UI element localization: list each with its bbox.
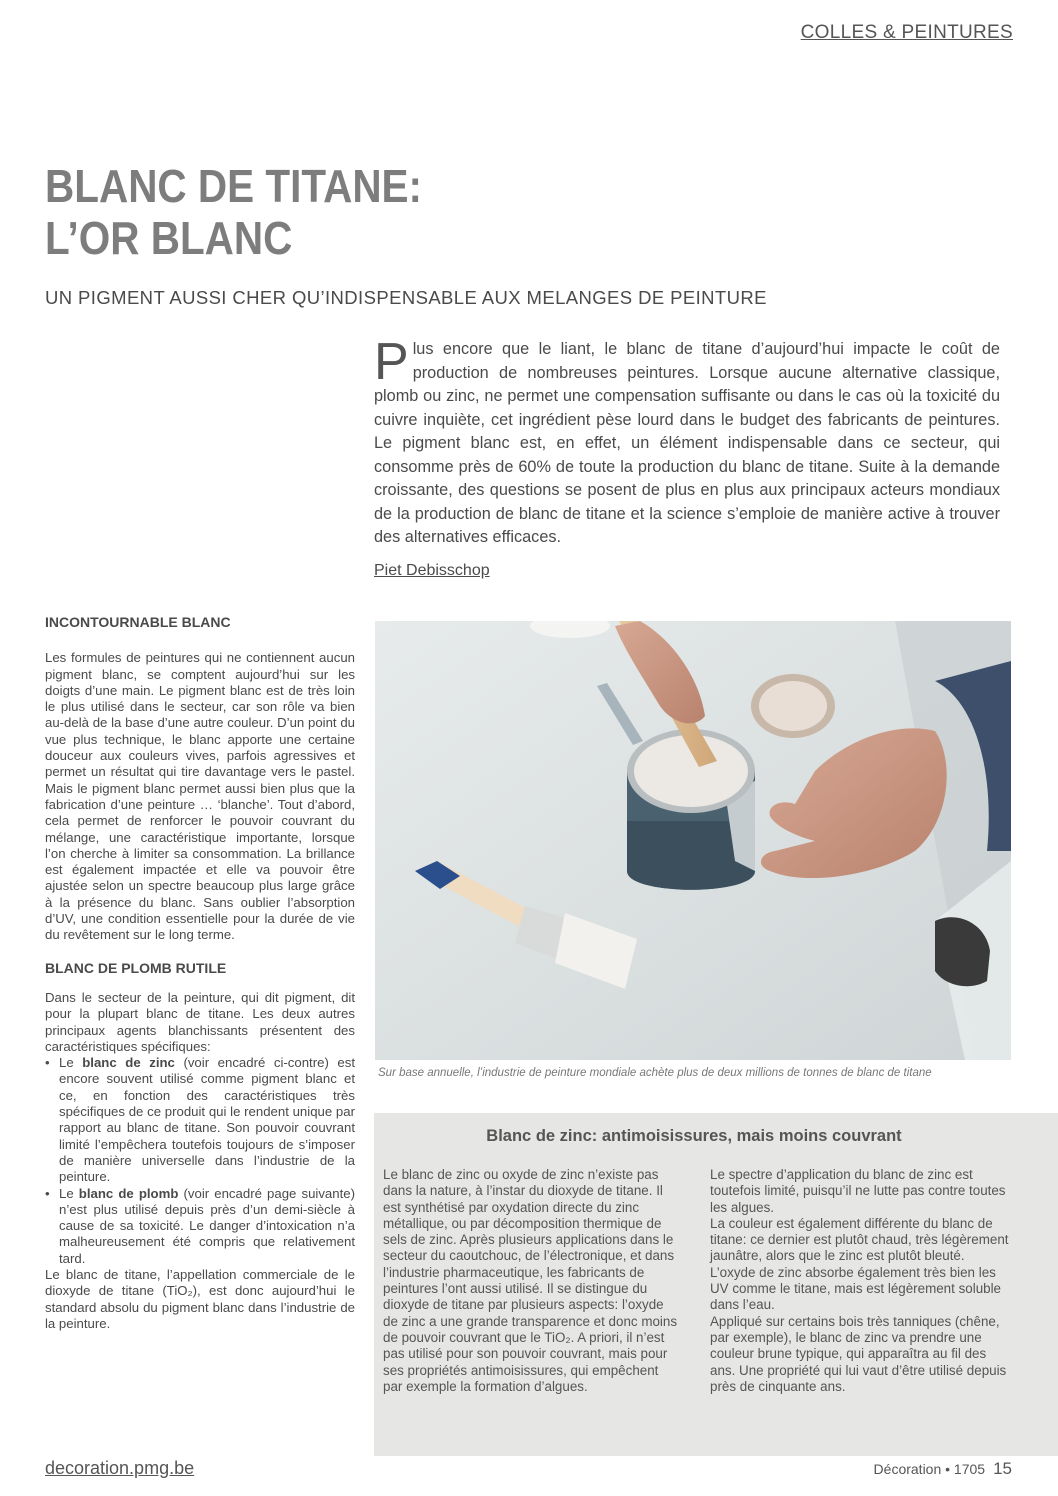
paragraph-2: Dans le secteur de la peinture, qui dit pigment, dit pour la plupart blanc de titane. Les deux autres principaux agents blanchissants présentent des caractéristiques spécifiques: (45, 989, 355, 1054)
title-line-2: L’OR BLANC (45, 212, 293, 264)
article-photo (375, 621, 1011, 1060)
footer-magazine (874, 1459, 1012, 1479)
list-item (45, 1055, 355, 1185)
left-column (45, 614, 355, 1332)
heading-blanc-de-plomb: BLANC DE PLOMB RUTILE (45, 959, 227, 976)
footer-website-link[interactable]: decoration.pmg.be (45, 1458, 195, 1478)
bullet-prefix: Le (59, 1055, 83, 1071)
bold-term: blanc de zinc (82, 1055, 175, 1071)
bullet-prefix: Le (59, 1185, 79, 1201)
bullet: • (45, 1055, 50, 1071)
bullet: • (45, 1185, 50, 1201)
box-paragraph: Le blanc de zinc ou oxyde de zinc n’existe pas dans la nature, à l’instar du dioxyde de titane. Il est synthétisé par oxydation directe du zinc métallique, ou par décomposition thermique de sels de zinc. Après plusieurs applications dans le secteur du caoutchouc, de l’électronique, et dans l’industrie pharmaceutique, les fabricants de peintures l’ont aussi utilisé. Il se distingue du dioxyde de titane par plusieurs aspects: l’oxyde de zinc a une grande transparence et donc moins de pouvoir couvrant que le TiO₂. A priori, il n’est pas utilisé pour son pouvoir couvrant, mais pour ses propriétés antimoisissures, qui empêchent par exemple la formation d’algues. (383, 1167, 678, 1394)
paragraph-1: Les formules de peintures qui ne contiennent aucun pigment blanc, se comptent aujourd’hui sur les doigts d’une main. Le pigment blanc est de très loin le plus utilisé dans le secteur, car son rôle va bien au-delà de la base d’une autre couleur. D’un point du vue plus technique, le blanc apporte une certaine douceur aux couleurs vives, parfois agressives et permet un résultat qui tire davantage vers le pastel. Mais le pigment blanc permet aussi bien plus que la fabrication d’une peinture … ‘blanche’. Tout d’abord, cela permet de renforcer le pouvoir couvrant du mélange, une caractéristique importante, lorsque l’on cherche à limiter sa consommation. La brillance est également impactée et elle va pouvoir être ajustée selon un spectre beaucoup plus large grâce à la présence du blanc. Sans oublier l’absorption d’UV, une condition essentielle pour la durée de vie du revêtement sur le long terme. (45, 650, 355, 943)
bullet-text: (voir encadré ci-contre) est encore souvent utilisé comme pigment blanc et ce, en fonction des caractéristiques très spécifiques de ce produit qui le rendent unique par rapport au blanc de titane. Son pouvoir couvrant limité l’empêchera toutefois toujours de s’imposer de manière universelle dans l’industrie de la peinture. (59, 1055, 355, 1185)
article-title (45, 160, 422, 264)
section-tag[interactable]: COLLES & PEINTURES (800, 22, 1013, 43)
bold-term: blanc de plomb (78, 1185, 179, 1201)
article-intro (374, 333, 1000, 550)
intro-text: lus encore que le liant, le blanc de titane d’aujourd’hui impacte le coût de production de nombreuses peintures. Lorsque aucune alternative classique, plomb ou zinc, ne permet une compensation suffisante ou dans le cas où la toxicité du cuivre inquiète, cet ingrédient pèse lourd dans le budget des fabricants de peintures. Le pigment blanc est, en effet, un élément indispensable dans ce secteur, qui consomme près de 60% de toute la production du blanc de titane. Suite à la demande croissante, des questions se posent de plus en plus aux principaux acteurs mondiaux de la production de blanc de titane et la science s’emploie de manière active à trouver des alternatives efficaces. (374, 340, 1000, 546)
bullet-text: (voir encadré page suivante) n’est plus utilisé depuis près d’un demi-siècle à cause de sa toxicité. Le danger d’intoxication n’a malheureusement été compris que relativement tard. (59, 1185, 355, 1266)
pigment-list (45, 1055, 355, 1267)
author-link[interactable]: Piet Debisschop (374, 562, 490, 579)
box-paragraph: L’oxyde de zinc absorbe également très bien les UV comme le titane, mais est légèrement soluble dans l’eau. (710, 1264, 1002, 1313)
article-subtitle: UN PIGMENT AUSSI CHER QU’INDISPENSABLE AUX MELANGES DE PEINTURE (45, 287, 767, 308)
box-paragraph: Le spectre d’application du blanc de zinc est toutefois limité, puisqu’il ne lutte pas contre toutes les algues. (710, 1167, 1006, 1215)
page-number: 15 (993, 1459, 1012, 1478)
photo-caption: Sur base annuelle, l’industrie de peinture mondiale achète plus de deux millions de tonnes de blanc de titane (378, 1067, 932, 1079)
magazine-issue: Décoration • 1705 (873, 1461, 986, 1477)
box-column-2 (710, 1167, 1010, 1395)
heading-incontournable: INCONTOURNABLE BLANC (45, 614, 231, 630)
paragraph-3: Le blanc de titane, l’appellation commerciale de le dioxyde de titane (TiO₂), est donc aujourd’hui le standard absolu du pigment blanc dans l’industrie de la peinture. (45, 1266, 355, 1331)
box-column-1 (383, 1167, 679, 1395)
sidebar-box (374, 1113, 1058, 1456)
title-line-1: BLANC DE TITANE: (45, 160, 423, 212)
list-item (45, 1186, 355, 1267)
intro-dropcap: P (374, 333, 409, 391)
box-paragraph: Appliqué sur certains bois très tanniques (chêne, par exemple), le blanc de zinc va prendre une couleur brune typique, qui apparaîtra au fil des ans. Une propriété qui lui vaut d’être utilisé depuis près de cinquante ans. (710, 1313, 1007, 1394)
box-paragraph: La couleur est également différente du blanc de titane: ce dernier est plutôt chaud, très légèrement jaunâtre, alors que le zinc est plutôt bleuté. (710, 1215, 1009, 1264)
box-title: Blanc de zinc: antimoisissures, mais moins couvrant (486, 1127, 902, 1145)
